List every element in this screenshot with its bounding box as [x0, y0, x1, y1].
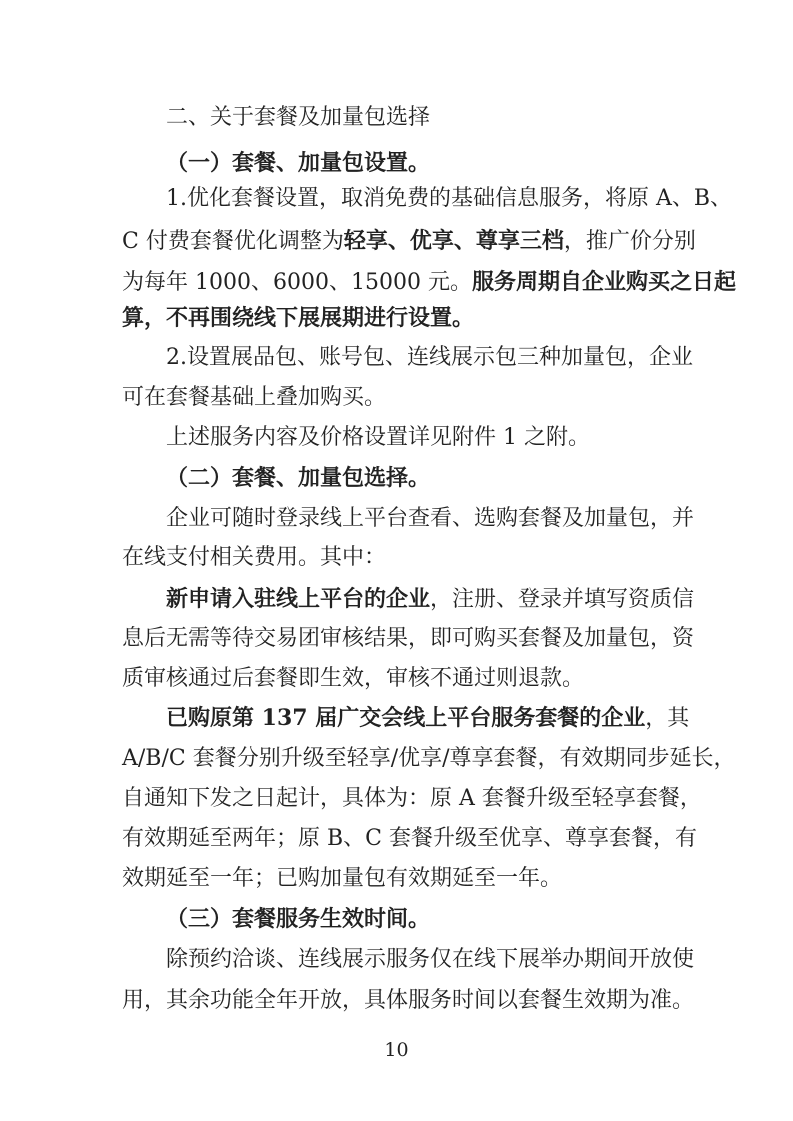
text-run: ，其	[645, 706, 690, 731]
page-number: 10	[384, 1039, 409, 1061]
paragraph-1-line-1: 1.优化套餐设置，取消免费的基础信息服务，将原 A、B、	[166, 186, 733, 211]
paragraph-4-line-2: 在线支付相关费用。其中：	[122, 545, 387, 570]
paragraph-6-line-1	[166, 701, 690, 735]
text-run: ，推广价分别	[563, 229, 696, 254]
bold-text-run: 新申请入驻线上平台的企业	[166, 586, 431, 612]
paragraph-3-line-1: 上述服务内容及价格设置详见附件 1 之附。	[166, 425, 590, 450]
paragraph-1-line-4: 算，不再围绕线下展展期进行设置。	[122, 305, 475, 331]
paragraph-7-line-2: 用，其余功能全年开放，具体服务时间以套餐生效期为准。	[122, 988, 695, 1013]
bold-text-run: 已购原第 137 届广交会线上平台服务套餐的企业	[166, 705, 646, 731]
subsection-heading-2: （二）套餐、加量包选择。	[166, 465, 431, 491]
text-run: 为每年 1000、6000、15000 元。	[122, 270, 472, 295]
paragraph-6-line-2: A/B/C 套餐分别升级至轻享/优享/尊享套餐，有效期同步延长，	[122, 746, 736, 771]
paragraph-5-line-2: 息后无需等待交易团审核结果，即可购买套餐及加量包，资	[122, 626, 695, 651]
bold-text-run: 轻享、优享、尊享三档	[343, 228, 564, 254]
paragraph-5-line-3: 质审核通过后套餐即生效，审核不通过则退款。	[122, 666, 585, 691]
paragraph-4-line-1: 企业可随时登录线上平台查看、选购套餐及加量包，并	[166, 506, 695, 531]
paragraph-6-line-4: 有效期延至两年；原 B、C 套餐升级至优享、尊享套餐，有	[122, 826, 697, 851]
paragraph-2-line-1: 2.设置展品包、账号包、连线展示包三种加量包，企业	[166, 345, 693, 370]
section-heading: 二、关于套餐及加量包选择	[166, 105, 431, 130]
text-run: C 付费套餐优化调整为	[122, 229, 344, 254]
paragraph-6-line-3: 自通知下发之日起计，具体为：原 A 套餐升级至轻享套餐，	[122, 786, 702, 811]
text-run: ，注册、登录并填写资质信	[430, 587, 695, 612]
paragraph-6-line-5: 效期延至一年；已购加量包有效期延至一年。	[122, 866, 563, 891]
paragraph-7-line-1: 除预约洽谈、连线展示服务仅在线下展举办期间开放使	[166, 947, 695, 972]
paragraph-1-line-3	[122, 265, 736, 299]
paragraph-2-line-2: 可在套餐基础上叠加购买。	[122, 385, 387, 410]
paragraph-1-line-2	[122, 224, 696, 258]
bold-text-run: 服务周期自企业购买之日起	[471, 269, 736, 295]
paragraph-5-line-1	[166, 582, 695, 616]
subsection-heading-1: （一）套餐、加量包设置。	[166, 150, 431, 176]
subsection-heading-3: （三）套餐服务生效时间。	[166, 906, 431, 932]
